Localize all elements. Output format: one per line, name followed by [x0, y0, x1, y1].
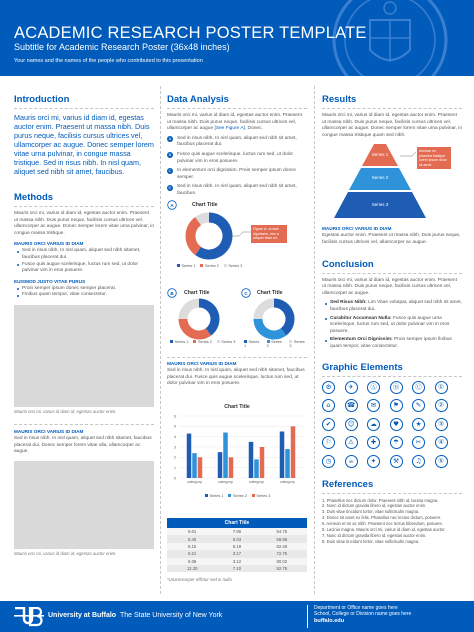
donut-slice: [199, 303, 215, 332]
graphic-element-icon: ⚠: [345, 436, 358, 449]
bar: [249, 442, 254, 478]
chart-b-donut: [178, 298, 220, 340]
legend-item: Series 3: [224, 264, 242, 268]
donut-slice: [274, 303, 290, 332]
graphic-element-icon: ✎: [412, 399, 425, 412]
reference-item: 2. Nunc id dictum gravida libero id, egestas auctor enim.: [322, 503, 427, 509]
chart-a-donut: [185, 212, 233, 260]
conclusion-heading: Conclusion: [322, 258, 374, 270]
table-cell: 8.01: [167, 528, 217, 535]
legend-item: Series 2: [193, 340, 211, 344]
table-cell: 72.75: [257, 550, 307, 557]
references-list: [322, 498, 462, 545]
results-text-2: Egestas auctor enim. Praesent ut massa nibh. Duis purus neque, facilisis cursus ultrices vel, ullamcorper ac augue.: [322, 233, 461, 245]
legend-item: Series 1: [244, 340, 260, 348]
legend-item: Series 3: [289, 340, 305, 348]
graphic-element-icon: ⑤: [435, 455, 448, 468]
data-table-panel: [167, 518, 307, 582]
footer-school: School, College or Division name goes here: [314, 611, 412, 618]
graphic-element-icon: ✚: [367, 436, 380, 449]
chart-a-badge-label: A: [170, 202, 174, 208]
methods-text: Mauris orci mi, varius id diam id, egestas auctor enim. Praesent ut massa nibh. Duis purus neque, facilisis cursus ultrices vel, ullamcorper ac augue. Donec semper lorem vitae urna pulvinar, in congue massa tristique.: [14, 211, 154, 236]
legend-item: Series 3: [217, 340, 235, 344]
conclusion-text: Mauris orci mi, varius id diam id, egestas auctor enim. Praesent ut massa nibh. Duis purus neque, facilisis cursus ultrices vel, ullamcorper ac augue.: [322, 277, 457, 296]
table-cell: 8.19: [217, 543, 256, 550]
reference-item: 5. Aenean et mi ac nibh. Praesent nec lectus bibendum, posuere.: [322, 521, 444, 527]
methods-list: [14, 248, 154, 274]
donut-slice: [198, 218, 209, 222]
chart-a-callout: Figure A: ornare dignissim, nec a aliquet vitae mi.: [251, 225, 287, 243]
table-cell: 6.21: [167, 550, 217, 557]
graphic-element-icon: ②: [435, 399, 448, 412]
y-tick-label: 5: [173, 424, 176, 429]
column-divider: [314, 86, 315, 594]
chart-b-badge-label: B: [170, 290, 174, 296]
chart-bc-panel: [167, 288, 307, 348]
list-item: Curabitur Accumsan Nulla: Fusce quis augue urna scelerisque, luctus rum sed, ut dolor pulvinar vim in eros posuere.: [330, 316, 462, 336]
y-tick-label: 1: [173, 465, 176, 470]
column-divider: [160, 86, 161, 594]
bar: [187, 434, 192, 478]
bar: [285, 449, 290, 478]
table-row: [167, 535, 307, 542]
x-tick-label: category: [249, 479, 264, 484]
reference-item: 3. Duis vitae tincidunt tortor, vitae sollicitudin magna.: [322, 509, 420, 515]
list-item: Sed Risus Nibh: Lim Vitae volutpat, aliquet sed nibh sit amet, faucibus placerat dui.: [330, 300, 462, 312]
donut-slice: [183, 303, 199, 319]
list-item: B Fusce quis augue scelerisque, luctus rum sed, ut dolor pulvinar vim in eros posuere.: [168, 151, 293, 164]
chart-b-title: Chart Title: [184, 290, 210, 296]
methods-text-2: Sed in risus nibh. In nisl quam, aliquet sed nibh sitamet, faucibus placerat dui. Donec semper lorem vitae ulla, ullamcorper ac augue.: [14, 435, 152, 455]
list-item: Elementum Orci Dignissim: Proin semper ipsum finibus quam tempor, vitae consectetur.: [330, 337, 462, 350]
donut-slice: [191, 221, 199, 251]
conclusion-list: [322, 300, 462, 350]
methods-heading: Methods: [14, 192, 54, 203]
graphic-element-icon: ✉: [367, 399, 380, 412]
analysis-heading: Data Analysis: [167, 94, 229, 105]
bar: [291, 426, 296, 478]
graphic-element-icon: Ⓑ: [390, 381, 403, 394]
poster-subtitle: Subtitle for Academic Research Poster (36x48 inches): [14, 42, 230, 52]
chart-c-badge-label: C: [244, 290, 248, 296]
y-tick-label: 3: [173, 445, 176, 450]
reference-item: 1. Phasellus nec dictum dolor. Praesent nibh id, lacinia magna.: [322, 497, 439, 503]
chart-a-title: Chart Title: [192, 202, 218, 208]
list-item: A Sed in risus nibh. In nisl quam, aliquet sed nibh sit amet, faucibus placerat dui.: [168, 135, 297, 148]
methods-subheading: MAURIS ORCI VARIUS ID DIAM: [14, 241, 84, 247]
results-text: Mauris orci mi, varius id diam id, egestas auctor enim. Praesent ut massa nibh. Duis purus neque, facilisis cursus ultrices vel, ullamcorper ac augue. Donec semper lorem vitae urna pulvinar, in congue massa tristique quam sed nibh.: [322, 113, 462, 138]
icon-grid: [322, 381, 462, 471]
chart-c-donut: [253, 298, 295, 340]
y-tick-label: 0: [173, 476, 176, 481]
reference-item: 6. Lacinia magna. Mauris orci mi, varius id diam id, egestas auctor.: [322, 527, 446, 533]
graphic-element-icon: ☕: [345, 455, 358, 468]
methods-subheading: EUISMOD JUSTO VITAE PURUS: [14, 278, 86, 284]
table-row: [167, 528, 307, 535]
table-cell: 92.75: [257, 565, 307, 572]
graphic-element-icon: ☎: [345, 399, 358, 412]
bar: [280, 432, 285, 479]
legend-item: Series 1: [205, 494, 223, 498]
table-cell: 7.10: [217, 565, 256, 572]
table-cell: 54.75: [257, 528, 307, 535]
image-caption: Mauris orci mi, varius id diam id, egestas auctor enim.: [14, 550, 117, 556]
bar: [229, 457, 234, 478]
list-item: C In elementum orci dignissim. Proin semper ipsum donec semper.: [168, 168, 297, 180]
table-row: [167, 550, 307, 557]
footer-university: University at Buffalo The State University of New York: [48, 612, 223, 619]
graphic-element-icon: ⚒: [390, 455, 403, 468]
footer-site-link[interactable]: buffalo.edu: [314, 617, 345, 624]
methods-list: [14, 286, 154, 299]
graphic-element-icon: ✂: [412, 436, 425, 449]
bar-chart-panel: [167, 372, 307, 504]
legend-item: Series 2: [228, 494, 246, 498]
figure-link[interactable]: [See Figure A]: [214, 126, 245, 132]
image-caption: Mauris orci mi, varius id diam id, egestas auctor enim.: [14, 408, 117, 414]
bar: [198, 457, 203, 478]
y-tick-label: 2: [173, 455, 176, 460]
table-cell: 3.17: [217, 550, 256, 557]
graphic-element-icon: ♥: [390, 418, 403, 431]
references-heading: References: [322, 478, 374, 490]
analysis-subheading: MAURIS ORCI VARIUS ID DIAM: [167, 361, 237, 366]
graphic-element-icon: Ⓒ: [412, 381, 425, 394]
intro-heading: Introduction: [14, 94, 70, 105]
graphic-element-icon: ③: [435, 418, 448, 431]
x-tick-label: category: [218, 479, 233, 484]
graphic-element-icon: ✈: [345, 381, 358, 394]
bar: [254, 459, 259, 478]
methods-subheading: MAURIS ORCI VARIUS ID DIAM: [14, 428, 84, 434]
chart-c-title: Chart Title: [257, 290, 283, 296]
list-item: D Sed in risus nibh. In nisl quam, aliquet sed nibh sit amet, faucibus.: [168, 184, 297, 196]
callout-connector: [231, 230, 251, 240]
analysis-list: [167, 136, 307, 198]
table-cell: 12.30: [167, 565, 217, 572]
pyramid-label-1: Series 1: [371, 152, 389, 158]
list-item: Finibus quam tempor, vitae consectetur.: [22, 292, 154, 299]
list-item: Sed in risus nibh. In nisl quam, aliquet sed nibh sitamet, faucibus placerat dui.: [22, 248, 154, 261]
graphic-element-icon: ⌂: [322, 399, 335, 412]
graphic-element-icon: ✔: [322, 418, 335, 431]
graphic-element-icon: ☺: [345, 418, 358, 431]
graphic-element-icon: ◷: [322, 455, 335, 468]
graphic-element-icon: ④: [435, 436, 448, 449]
table-cell: 8.15: [167, 543, 217, 550]
poster-title: ACADEMIC RESEARCH POSTER TEMPLATE: [14, 24, 367, 42]
list-item: Fusce quis augue scelerisque, luctus rum sed, ut dolor pulvinar vim in eros posuere.: [22, 262, 154, 275]
legend-item: Series 3: [252, 494, 270, 498]
poster-footer: [0, 601, 474, 632]
y-tick-label: 4: [173, 434, 176, 439]
bar: [223, 433, 228, 478]
bar: [260, 447, 265, 478]
table-cell: 80.02: [257, 558, 307, 565]
ub-logo-icon: [14, 607, 44, 627]
y-tick-label: 6: [173, 414, 176, 419]
image-placeholder: [14, 461, 154, 549]
reference-item: 4. Donec sit amet ex felis. Phasellus nec lectus dictum, posuere.: [322, 515, 442, 521]
bar: [192, 453, 197, 478]
table-cell: 58.98: [257, 535, 307, 542]
x-tick-label: category: [280, 479, 295, 484]
table-cell: 6.40: [167, 535, 217, 542]
x-tick-label: category: [187, 479, 202, 484]
column-middle: [167, 84, 307, 201]
table-cell: 3.12: [217, 558, 256, 565]
table-row: [167, 565, 307, 572]
intro-text: Mauris orci mi, varius id diam id, egestas auctor enim. Praesent ut massa nibh. Duis purus neque, facilisis cursus ultrices vel, ullamcorper ac augue. Donec semper lorem vitae urna pulvinar, in congue massa tristique. Sed in risus nibh. In nisl quam, aliquet sed nibh sit amet, faucibus.: [14, 113, 154, 176]
legend-item: Series 1: [170, 340, 188, 344]
graphic-element-icon: ☁: [367, 418, 380, 431]
chart-a-panel: [167, 200, 307, 275]
reference-item: 7. Nunc id dictum gravida libero id, egestas auctor enim.: [322, 532, 427, 538]
graphic-element-icon: ⚑: [390, 399, 403, 412]
graphic-element-icon: ①: [435, 381, 448, 394]
table-footnote: *Unanmcorper effictur sed in nulla: [167, 577, 232, 583]
table-row: [167, 558, 307, 565]
graphic-element-icon: ⚙: [322, 381, 335, 394]
poster-header: [0, 0, 474, 76]
donut-slice: [183, 319, 208, 335]
graphic-heading: Graphic Elements: [322, 361, 403, 373]
table-cell: 6.08: [167, 558, 217, 565]
legend-item: Series 2: [266, 340, 282, 348]
bar-chart: [167, 412, 307, 488]
legend-item: Series 2: [200, 264, 218, 268]
column-left: [14, 84, 154, 556]
pyramid-label-3: Series 3: [371, 202, 389, 208]
pyramid-callout: Aenean mi pharetra tristique lorem ipsum dolor sit amet.: [417, 147, 451, 169]
chart-c-legend: [244, 340, 307, 348]
graphic-element-icon: ☂: [390, 436, 403, 449]
chart-a-legend: [177, 264, 242, 268]
pyramid-diagram: [322, 142, 462, 222]
analysis-text-2: Sed in risus nibh. In nisl quam, aliquet sed nibh sitamet, faucibus placerat dui. Fusce quis augue scelerisque, luctus rum sed, ut dolor pulvinar vim in eros posuere.: [167, 368, 305, 387]
table-row: [167, 543, 307, 550]
donut-slice: [258, 319, 283, 335]
data-table: [167, 518, 307, 572]
table-cell: 5.03: [217, 535, 256, 542]
table-title: Chart Title: [167, 518, 307, 528]
chart-b-legend: [170, 340, 235, 344]
graphic-element-icon: ⚐: [322, 436, 335, 449]
footer-contact: [314, 605, 411, 624]
graphic-element-icon: ✦: [367, 455, 380, 468]
donut-slice: [258, 303, 274, 319]
graphic-element-icon: Ⓐ: [367, 381, 380, 394]
footer-dept: Department or Office name goes here: [314, 605, 398, 611]
pyramid-callout-line: [400, 152, 416, 156]
pyramid-label-2: Series 2: [371, 175, 389, 181]
image-placeholder: [14, 305, 154, 407]
analysis-text: Mauris orci mi, varius id diam id, egestas auctor enim. Praesent ut massa nibh. Duis purus neque, facilisis cursus ultrices vel, ullamcorper ac augue [See Figure A]. Donec.: [167, 113, 302, 132]
table-cell: 62.48: [257, 543, 307, 550]
bar-chart-legend: [205, 494, 270, 498]
graphic-element-icon: ★: [412, 418, 425, 431]
results-heading: Results: [322, 94, 357, 105]
legend-item: Series 1: [177, 264, 195, 268]
list-item: Proin semper ipsum donec semper placerat.: [22, 286, 154, 293]
column-right: [322, 84, 462, 545]
reference-item: 8. Duis vitae tincidunt tortor, vitae sollicitudin magna.: [322, 538, 420, 544]
results-subheading: MAURIS ORCI VARIUS ID DIAM: [322, 226, 392, 232]
footer-divider: [307, 605, 308, 628]
bar: [218, 452, 223, 478]
poster-authors: Your names and the names of the people who contributed to this presentation: [14, 58, 203, 64]
table-cell: 7.86: [217, 528, 256, 535]
graphic-element-icon: ♫: [412, 455, 425, 468]
bar-chart-title: Chart Title: [224, 404, 250, 410]
